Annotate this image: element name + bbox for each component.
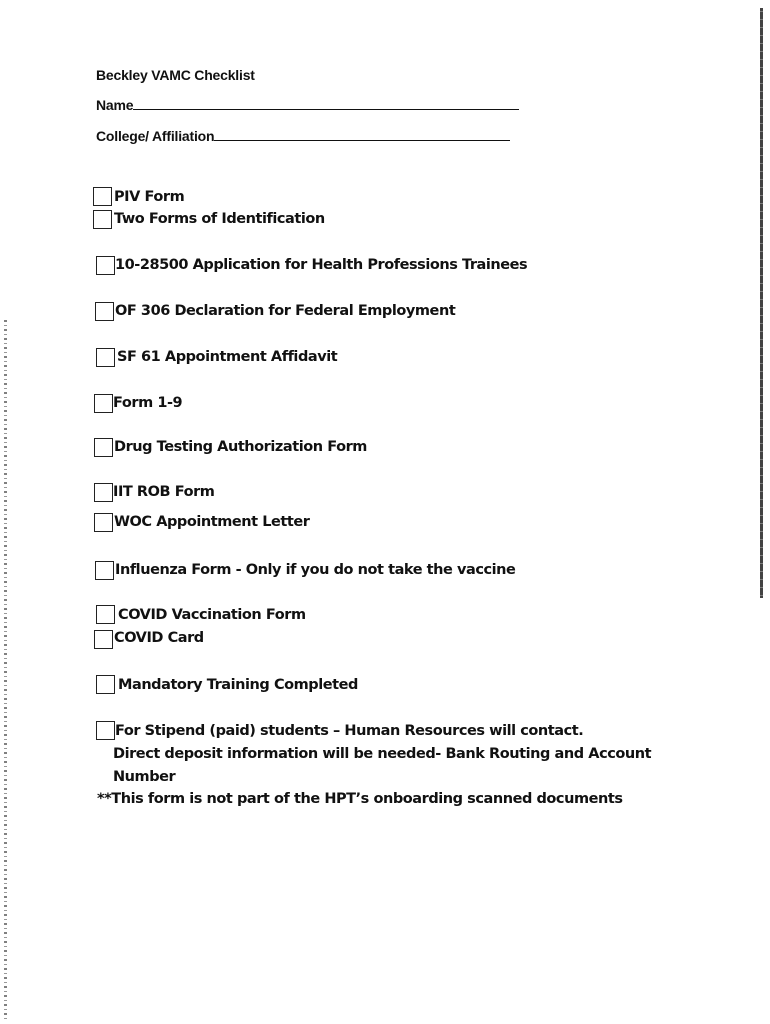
checkbox-covid-card[interactable]	[94, 630, 113, 649]
stipend-note-line2: Number	[113, 769, 176, 785]
item-label: OF 306 Declaration for Federal Employment	[115, 303, 456, 319]
checkbox-two-forms-id[interactable]	[93, 210, 112, 229]
item-label: Drug Testing Authorization Form	[114, 439, 367, 455]
checkbox-sf-61[interactable]	[96, 348, 115, 367]
checklist-title: Beckley VAMC Checklist	[96, 67, 255, 83]
checkbox-woc-letter[interactable]	[94, 513, 113, 532]
item-label: Form 1-9	[113, 395, 183, 411]
item-label: 10-28500 Application for Health Professions Trainees	[115, 257, 528, 273]
item-label: PIV Form	[114, 189, 185, 205]
checkbox-10-28500[interactable]	[96, 256, 115, 275]
name-label: Name	[96, 97, 134, 113]
item-label: Influenza Form - Only if you do not take the vaccine	[115, 562, 516, 578]
scan-edge-left	[4, 320, 7, 1020]
checkbox-form-1-9[interactable]	[94, 394, 113, 413]
item-label: SF 61 Appointment Affidavit	[117, 349, 338, 365]
item-label: Two Forms of Identification	[114, 211, 325, 227]
college-label: College/ Affiliation	[96, 128, 215, 144]
checkbox-drug-testing[interactable]	[94, 438, 113, 457]
college-input-line[interactable]	[214, 128, 510, 141]
college-row	[96, 128, 510, 144]
checkbox-influenza[interactable]	[95, 561, 114, 580]
footnote: **This form is not part of the HPT’s onboarding scanned documents	[97, 791, 623, 807]
name-row	[96, 97, 519, 113]
scan-edge-right	[760, 8, 763, 598]
item-label: COVID Card	[114, 630, 204, 646]
checkbox-piv-form[interactable]	[93, 187, 112, 206]
stipend-note-line1: Direct deposit information will be needed- Bank Routing and Account	[113, 746, 652, 762]
checkbox-covid-vaccination[interactable]	[96, 605, 115, 624]
name-input-line[interactable]	[133, 97, 519, 110]
checkbox-stipend[interactable]	[96, 721, 115, 740]
item-label: COVID Vaccination Form	[118, 607, 306, 623]
item-label: Mandatory Training Completed	[118, 677, 358, 693]
checkbox-mandatory-training[interactable]	[96, 675, 115, 694]
item-label: For Stipend (paid) students – Human Resources will contact.	[115, 723, 584, 739]
item-label: IIT ROB Form	[113, 484, 215, 500]
checkbox-of-306[interactable]	[95, 302, 114, 321]
checkbox-iit-rob[interactable]	[94, 483, 113, 502]
item-label: WOC Appointment Letter	[114, 514, 310, 530]
